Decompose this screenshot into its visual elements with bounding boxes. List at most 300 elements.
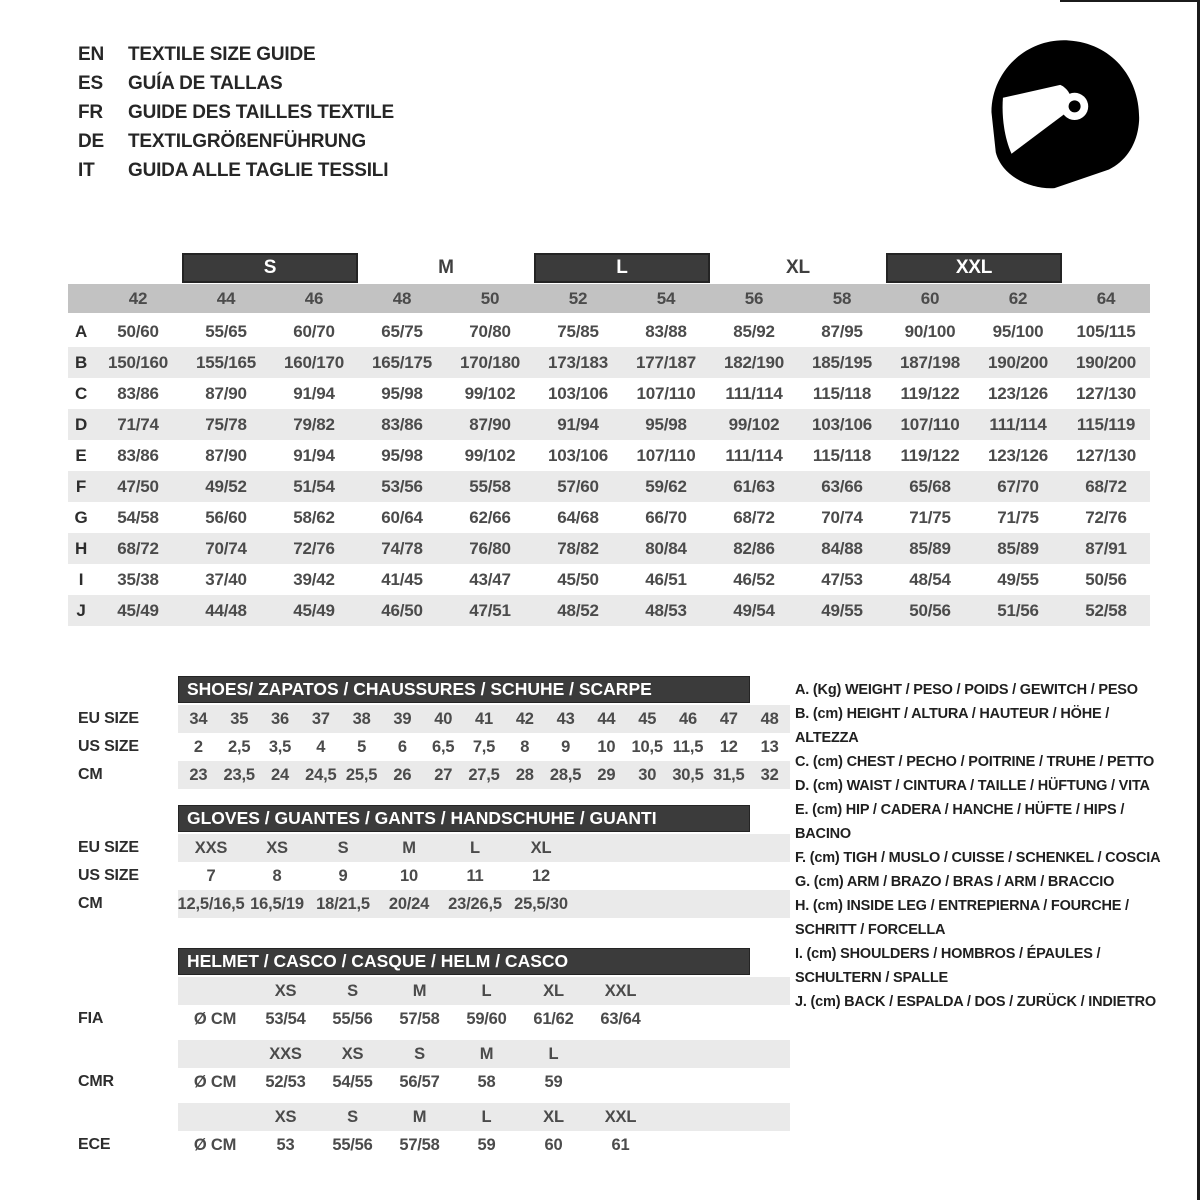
legend-item: F. (cm) TIGH / MUSLO / CUISSE / SCHENKEL / COSCIA [795, 850, 1161, 866]
value-cell: 58/62 [293, 507, 335, 527]
value-cell: 95/98 [381, 445, 423, 465]
numeric-size-label: 50 [480, 288, 500, 308]
value-cell [587, 1068, 654, 1096]
numeric-size-label: 48 [392, 288, 412, 308]
corner-cell [68, 284, 94, 313]
value-cell: 50/56 [909, 600, 951, 620]
numeric-size-label: 52 [568, 288, 588, 308]
value-cell: 2 [193, 737, 203, 756]
value-cell: 48/54 [909, 569, 951, 589]
value-cell: 103/106 [547, 383, 609, 403]
table-row [68, 316, 1150, 347]
value-cell: 182/190 [723, 352, 785, 372]
row-label: EU SIZE [78, 710, 139, 727]
value-cell: 45/49 [293, 600, 335, 620]
value-cell: 23/26,5 [448, 894, 502, 913]
numeric-size-row [68, 284, 1150, 313]
size-header-row [68, 1040, 790, 1068]
value-cell: 187/198 [899, 352, 961, 372]
value-cell: 87/95 [821, 321, 863, 341]
value-cell: XS [266, 838, 288, 857]
value-cell: 49/55 [997, 569, 1039, 589]
value-cell: 23 [189, 765, 208, 784]
value-cell: 27,5 [468, 765, 500, 784]
size-label: XL [543, 981, 564, 1000]
table-row [68, 347, 1150, 378]
value-cell: 123/126 [987, 383, 1049, 403]
value-cell: 56/60 [205, 507, 247, 527]
value-cell: 26 [393, 765, 412, 784]
value-cell: 68/72 [117, 538, 159, 558]
value-cell: 59 [544, 1072, 563, 1091]
value-cell: 11 [466, 866, 484, 885]
row-label: I [78, 569, 84, 589]
size-label: S [414, 1044, 425, 1063]
value-cell: 83/86 [117, 445, 159, 465]
value-cell: 56/57 [399, 1072, 440, 1091]
value-cell: 8 [520, 737, 530, 756]
value-cell: 91/94 [557, 414, 599, 434]
value-cell: 127/130 [1075, 383, 1137, 403]
value-cell: 12 [532, 866, 550, 885]
value-cell: 7 [206, 866, 216, 885]
numeric-size-label: 60 [920, 288, 940, 308]
table-row [68, 834, 790, 862]
value-cell: 72/76 [293, 538, 335, 558]
row-label: G [74, 507, 88, 527]
size-label: XS [341, 1044, 364, 1063]
value-cell: 61/63 [733, 476, 775, 496]
value-cell: 165/175 [371, 352, 433, 372]
legend-item: D. (cm) WAIST / CINTURA / TAILLE / HÜFTUNG / VITA [795, 778, 1150, 794]
value-cell: 42 [515, 709, 534, 728]
value-cell: XXS [194, 838, 228, 857]
value-cell: 75/78 [205, 414, 247, 434]
value-cell: 57/60 [557, 476, 599, 496]
row-label: A [74, 321, 88, 341]
size-band-row [68, 253, 1150, 283]
row-values [178, 761, 790, 789]
value-cell: 107/110 [636, 383, 696, 403]
size-label: L [548, 1044, 559, 1063]
value-cell: 62/66 [469, 507, 511, 527]
value-cell: 123/126 [987, 445, 1049, 465]
value-cell: 6,5 [432, 737, 455, 756]
value-cell: 47/50 [117, 476, 159, 496]
legend-item: A. (Kg) WEIGHT / PESO / POIDS / GEWITCH / PESO [795, 682, 1138, 698]
row-label: C [74, 383, 88, 403]
language-list [78, 40, 394, 185]
value-cell: 8 [272, 866, 282, 885]
row-label: US SIZE [78, 738, 139, 755]
size-label [587, 1040, 654, 1068]
table-row [68, 862, 790, 890]
row-values [178, 1005, 790, 1033]
value-cell: 170/180 [459, 352, 521, 372]
language-title: TEXTILE SIZE GUIDE [128, 43, 316, 65]
row-label: CMR [78, 1073, 114, 1090]
shoes-section [68, 676, 790, 789]
numeric-size-label: 44 [216, 288, 236, 308]
table-row [68, 409, 1150, 440]
value-cell: 32 [760, 765, 779, 784]
racing-helmet-icon [980, 34, 1152, 196]
language-code: ES [78, 72, 103, 94]
value-cell: 185/195 [811, 352, 873, 372]
table-row [68, 761, 790, 789]
value-cell: 60/70 [293, 321, 335, 341]
helmet-sections [68, 977, 790, 1159]
table-row [68, 502, 1150, 533]
value-cell: 68/72 [733, 507, 775, 527]
value-cell: 46/52 [733, 569, 775, 589]
value-cell: 75/85 [557, 321, 599, 341]
numeric-size-label: 54 [656, 288, 676, 308]
row-label: US SIZE [78, 867, 139, 884]
value-cell: 40 [434, 709, 453, 728]
helmet-section [68, 948, 790, 1159]
value-cell: 59/62 [645, 476, 687, 496]
value-cell: 53 [276, 1135, 295, 1154]
value-cell: 103/106 [547, 445, 609, 465]
row-values [178, 705, 790, 733]
value-cell: 48/53 [645, 600, 687, 620]
row-label: E [75, 445, 87, 465]
row-values [178, 862, 790, 890]
value-cell: 82/86 [733, 538, 775, 558]
value-cell: 18/21,5 [316, 894, 370, 913]
value-cell: 20/24 [388, 894, 430, 913]
value-cell: 35 [230, 709, 249, 728]
value-cell: 70/74 [821, 507, 863, 527]
value-cell: 11,5 [672, 737, 704, 756]
value-cell: 70/74 [205, 538, 247, 558]
value-cell: 99/102 [728, 414, 780, 434]
value-cell: 84/88 [821, 538, 863, 558]
value-cell: 87/90 [205, 445, 247, 465]
row-label: D [74, 414, 88, 434]
size-label: M [412, 981, 427, 1000]
value-cell: 119/122 [900, 445, 960, 465]
unit-cell [178, 1103, 252, 1131]
row-label [68, 1040, 178, 1068]
value-cell: 65/75 [381, 321, 423, 341]
value-cell: 55/65 [205, 321, 247, 341]
value-cell: 12 [719, 737, 738, 756]
shoes-rows [68, 705, 790, 789]
row-label [68, 977, 178, 1005]
value-cell: 78/82 [557, 538, 599, 558]
language-row [78, 40, 394, 69]
table-row [68, 1131, 790, 1159]
value-cell: 25,5/30 [514, 894, 568, 913]
value-cell: 45/49 [117, 600, 159, 620]
value-cell: 45 [638, 709, 657, 728]
value-cell: 111/114 [725, 445, 783, 465]
numeric-size-label: 64 [1096, 288, 1116, 308]
helmet-standard-block [68, 1103, 790, 1159]
value-cell: 43 [556, 709, 575, 728]
value-cell: 155/165 [195, 352, 257, 372]
value-cell: 39/42 [293, 569, 335, 589]
value-cell: 67/70 [997, 476, 1039, 496]
value-cell: 50/60 [117, 321, 159, 341]
row-label: B [74, 352, 88, 372]
value-cell: 127/130 [1075, 445, 1137, 465]
legend-item: I. (cm) SHOULDERS / HOMBROS / ÉPAULES / SCHULTERN / SPALLE [795, 946, 1101, 986]
value-cell: 31,5 [713, 765, 745, 784]
value-cell: 105/115 [1076, 321, 1136, 341]
value-cell: 37 [311, 709, 330, 728]
value-cell: 7,5 [472, 737, 496, 756]
size-header-row [68, 1103, 790, 1131]
value-cell: 41/45 [381, 569, 423, 589]
value-cell: 55/58 [469, 476, 511, 496]
value-cell: 83/86 [381, 414, 423, 434]
value-cell: 80/84 [645, 538, 687, 558]
table-row [68, 1068, 790, 1096]
value-cell: XL [530, 838, 552, 857]
size-header-row [68, 977, 790, 1005]
value-cell: 57/58 [399, 1135, 440, 1154]
legend-item: H. (cm) INSIDE LEG / ENTREPIERNA / FOURCHE / SCHRITT / FORCELLA [795, 898, 1129, 938]
language-title: GUIDA ALLE TAGLIE TESSILI [128, 159, 389, 181]
value-cell: 60/64 [381, 507, 423, 527]
size-label: S [347, 981, 358, 1000]
size-label: XL [543, 1107, 564, 1126]
value-cell: 36 [271, 709, 289, 728]
value-cell: 59 [477, 1135, 496, 1154]
table-row [68, 595, 1150, 626]
row-values [178, 1040, 790, 1068]
value-cell: 47 [719, 709, 738, 728]
value-cell: 95/98 [645, 414, 687, 434]
language-title: GUIDE DES TAILLES TEXTILE [128, 101, 394, 123]
size-group-label: XXL [886, 253, 1062, 283]
value-cell: 190/200 [987, 352, 1049, 372]
helmet-title-bar: HELMET / CASCO / CASQUE / HELM / CASCO [178, 948, 750, 975]
value-cell: 111/114 [989, 414, 1047, 434]
value-cell: 111/114 [725, 383, 783, 403]
table-row [68, 440, 1150, 471]
value-cell: 54/55 [332, 1072, 373, 1091]
unit-cell: Ø CM [193, 1135, 237, 1154]
language-row [78, 127, 394, 156]
helmet-standard-block [68, 977, 790, 1033]
value-cell: 160/170 [283, 352, 345, 372]
shoes-title-bar: SHOES/ ZAPATOS / CHAUSSURES / SCHUHE / SCARPE [178, 676, 750, 703]
value-cell: 47/51 [469, 600, 511, 620]
value-cell: 46/50 [381, 600, 423, 620]
language-row [78, 98, 394, 127]
helmet-standard-block [68, 1040, 790, 1096]
value-cell: 87/90 [205, 383, 247, 403]
gloves-section [68, 805, 790, 918]
value-cell: 107/110 [900, 414, 960, 434]
value-cell: 66/70 [645, 507, 687, 527]
value-cell: 71/75 [997, 507, 1039, 527]
size-group-label: XL [786, 257, 810, 278]
value-cell: 60 [544, 1135, 563, 1154]
size-group-label: L [534, 253, 710, 283]
value-cell: 63/66 [821, 476, 863, 496]
value-cell: 65/68 [909, 476, 951, 496]
value-cell: 53/56 [381, 476, 423, 496]
value-cell: 41 [475, 709, 493, 728]
value-cell: 12,5/16,5 [177, 894, 245, 913]
value-cell: 72/76 [1085, 507, 1127, 527]
unit-cell [178, 1040, 252, 1068]
value-cell: 173/183 [547, 352, 609, 372]
value-cell: 107/110 [636, 445, 696, 465]
value-cell: 64/68 [557, 507, 599, 527]
value-cell: 30 [638, 765, 657, 784]
size-label: XXS [269, 1044, 302, 1063]
value-cell: 63/64 [600, 1009, 641, 1028]
size-label: XS [274, 1107, 297, 1126]
row-values [178, 890, 790, 918]
legend-item: G. (cm) ARM / BRAZO / BRAS / ARM / BRACCIO [795, 874, 1115, 890]
value-cell: 28,5 [549, 765, 582, 784]
value-cell: 5 [357, 737, 367, 756]
value-cell: 46 [679, 709, 697, 728]
value-cell: 30,5 [672, 765, 704, 784]
value-cell: 25,5 [345, 765, 378, 784]
value-cell: 85/89 [997, 538, 1039, 558]
numeric-size-label: 42 [128, 288, 148, 308]
value-cell: 24,5 [305, 765, 337, 784]
value-cell: 99/102 [464, 445, 516, 465]
language-code: DE [78, 130, 104, 152]
value-cell: 58 [477, 1072, 496, 1091]
table-row [68, 564, 1150, 595]
value-cell: 39 [393, 709, 412, 728]
value-cell: 6 [397, 737, 407, 756]
value-cell: 52/53 [265, 1072, 306, 1091]
value-cell: 46/51 [645, 569, 687, 589]
row-label: CM [78, 766, 103, 783]
value-cell: 59/60 [466, 1009, 507, 1028]
value-cell: 10 [597, 737, 616, 756]
value-cell: 115/119 [1076, 414, 1136, 434]
value-cell: 79/82 [293, 414, 335, 434]
value-cell: 68/72 [1085, 476, 1127, 496]
size-group-label: S [182, 253, 358, 283]
size-label: S [347, 1107, 358, 1126]
value-cell: 2,5 [228, 737, 251, 756]
value-cell: 71/75 [909, 507, 951, 527]
value-cell: 37/40 [205, 569, 247, 589]
value-cell: 95/100 [992, 321, 1044, 341]
row-label: ECE [78, 1136, 111, 1153]
row-values [178, 1068, 790, 1096]
value-cell: 91/94 [293, 383, 335, 403]
value-cell: 51/56 [997, 600, 1039, 620]
row-label: EU SIZE [78, 839, 139, 856]
row-label: F [75, 476, 87, 496]
value-cell: 49/55 [821, 600, 863, 620]
value-cell: 61/62 [533, 1009, 574, 1028]
language-title: GUÍA DE TALLAS [128, 72, 283, 94]
value-cell: 57/58 [399, 1009, 440, 1028]
value-cell: 23,5 [223, 765, 255, 784]
value-cell: 48/52 [557, 600, 599, 620]
row-values [178, 834, 790, 862]
size-group-label: M [438, 257, 454, 278]
value-cell: 38 [352, 709, 371, 728]
value-cell: 90/100 [904, 321, 956, 341]
unit-cell: Ø CM [193, 1072, 237, 1091]
value-cell: 47/53 [821, 569, 863, 589]
page-top-edge-line [1060, 0, 1200, 2]
table-row [68, 471, 1150, 502]
value-cell: 55/56 [332, 1135, 373, 1154]
value-cell: S [337, 838, 349, 857]
size-label: L [481, 981, 492, 1000]
value-cell: 10,5 [631, 737, 663, 756]
numeric-size-label: 46 [304, 288, 324, 308]
value-cell: 99/102 [464, 383, 516, 403]
value-cell: 70/80 [469, 321, 511, 341]
value-cell: 83/86 [117, 383, 159, 403]
value-cell: 61 [611, 1135, 630, 1154]
value-cell: 51/54 [293, 476, 335, 496]
value-cell: 87/91 [1085, 538, 1127, 558]
row-values [178, 733, 790, 761]
legend-item: B. (cm) HEIGHT / ALTURA / HAUTEUR / HÖHE / ALTEZZA [795, 706, 1110, 746]
value-cell: 4 [316, 737, 326, 756]
value-cell: 53/54 [265, 1009, 306, 1028]
size-label: XS [274, 981, 297, 1000]
table-row [68, 1005, 790, 1033]
value-cell: 29 [597, 765, 616, 784]
language-code: FR [78, 101, 103, 123]
value-cell: 44/48 [205, 600, 247, 620]
legend-item: C. (cm) CHEST / PECHO / POITRINE / TRUHE / PETTO [795, 754, 1155, 770]
numeric-size-label: 58 [832, 288, 852, 308]
value-cell: 45/50 [557, 569, 599, 589]
value-cell: 95/98 [381, 383, 423, 403]
value-cell: 150/160 [107, 352, 169, 372]
value-cell: 27 [434, 765, 453, 784]
table-row [68, 705, 790, 733]
value-cell: 115/118 [812, 445, 872, 465]
value-cell: 71/74 [117, 414, 159, 434]
gloves-rows [68, 834, 790, 918]
value-cell: 9 [561, 737, 571, 756]
language-code: EN [78, 43, 104, 65]
value-cell: 119/122 [900, 383, 960, 403]
size-label: XXL [604, 1107, 637, 1126]
row-label: CM [78, 895, 103, 912]
row-label: J [76, 600, 86, 620]
value-cell: 83/88 [645, 321, 687, 341]
value-cell: 103/106 [811, 414, 873, 434]
value-cell: 16,5/19 [250, 894, 304, 913]
unit-cell: Ø CM [193, 1009, 237, 1028]
value-cell: 87/90 [469, 414, 511, 434]
row-label: H [74, 538, 88, 558]
row-values [178, 1103, 790, 1131]
legend-item: E. (cm) HIP / CADERA / HANCHE / HÜFTE / HIPS / BACINO [795, 802, 1125, 842]
table-row [68, 733, 790, 761]
value-cell: 177/187 [635, 352, 697, 372]
size-label: XXL [604, 981, 637, 1000]
value-cell: 34 [189, 709, 208, 728]
value-cell: 44 [597, 709, 616, 728]
language-row [78, 69, 394, 98]
value-cell: 48 [760, 709, 779, 728]
